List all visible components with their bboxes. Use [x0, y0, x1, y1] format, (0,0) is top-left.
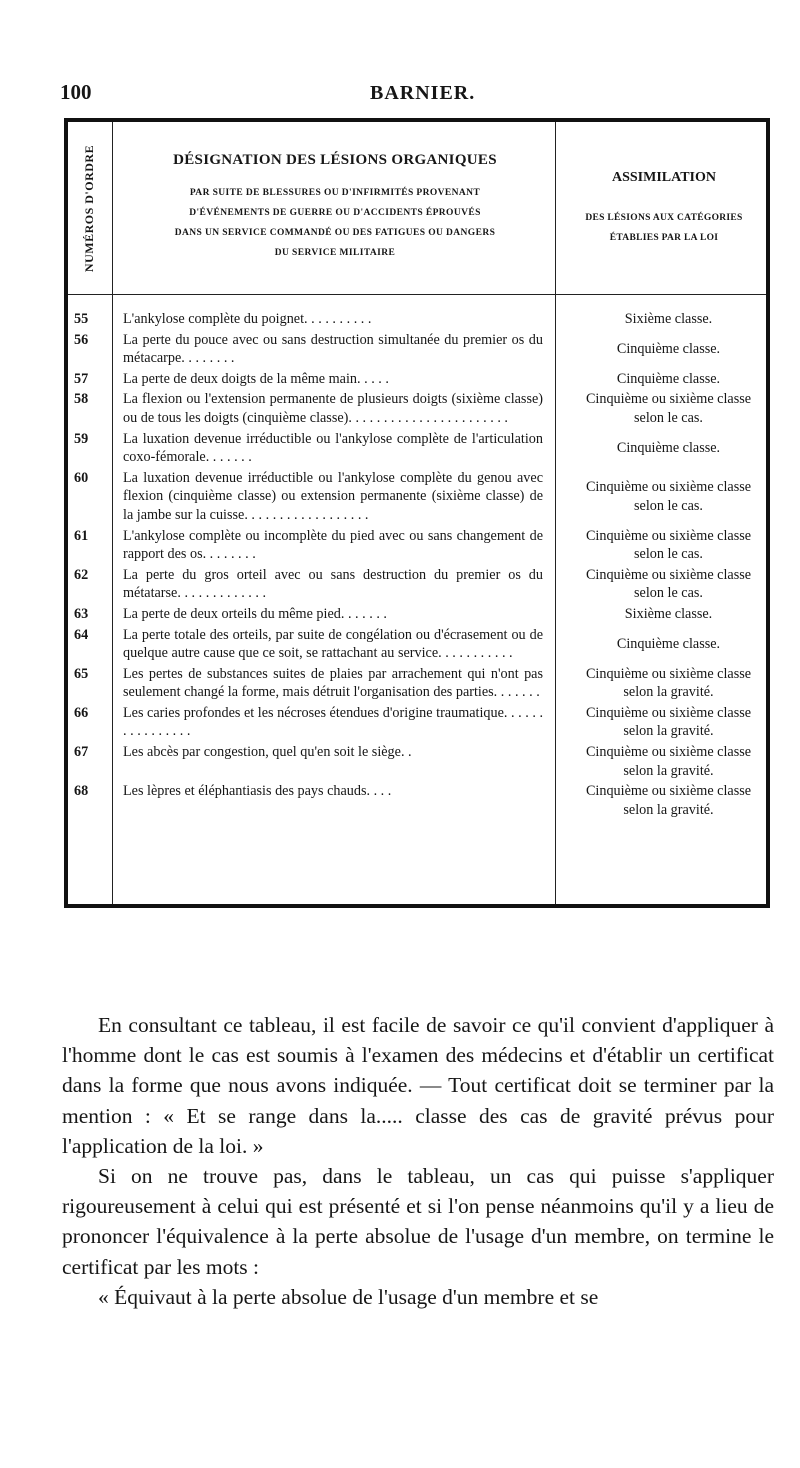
subtitle-line: DANS UN SERVICE COMMANDÉ OU DES FATIGUES OU DANGERS: [174, 228, 496, 238]
lesion-description: Les caries profondes et les nécroses étendues d'origine traumatique. . . . . . . . . . . . . . . .: [123, 704, 543, 740]
assimilation-class: Cinquième ou sixième classe selon le cas.: [585, 527, 752, 563]
lesion-description: La perte de deux doigts de la même main. . . . .: [123, 370, 389, 387]
lesion-description: La perte de deux orteils du même pied. . . . . . .: [123, 605, 387, 622]
row-number: 68: [74, 783, 89, 800]
column-header-designation-subtitle: [115, 183, 555, 263]
column-header-assimilation-subtitle: [558, 208, 770, 248]
row-number: 58: [74, 391, 89, 408]
running-head: BARNIER.: [370, 82, 476, 104]
table-row: [68, 310, 766, 329]
lesion-description: La perte totale des orteils, par suite de congélation ou d'écrasement ou de quelque autre cause que ce soit, se rattachant au service. . . . . . . . . . .: [123, 626, 543, 662]
table-row: [68, 527, 766, 564]
row-number: 66: [74, 704, 89, 721]
paragraph: Si on ne trouve pas, dans le tableau, un cas qui puisse s'appliquer rigoureusement à celui qui est présenté et si l'on pense néanmoins qu'il y a lieu de prononcer l'équivalence à la perte absolue de l'usage d'un membre, on termine le certificat par les mots :: [62, 1164, 774, 1279]
assimilation-class: Cinquième ou sixième classe selon le cas.: [585, 566, 752, 602]
lesion-description: L'ankylose complète ou incomplète du pied avec ou sans changement de rapport des os. . . . . . . .: [123, 527, 543, 563]
lesion-description: La perte du gros orteil avec ou sans destruction du premier os du métatarse. . . . . . . . . . . . .: [123, 566, 543, 602]
table-row: [68, 469, 766, 525]
row-number: 60: [74, 469, 89, 486]
row-number: 56: [74, 331, 89, 348]
page-number: 100: [60, 80, 92, 104]
header-divider: [68, 294, 766, 295]
page-header: [60, 80, 780, 110]
column-header-assimilation-title: ASSIMILATION: [612, 170, 716, 185]
row-number: 55: [74, 311, 89, 327]
row-number: 62: [74, 566, 89, 583]
table-row: [68, 430, 766, 467]
subtitle-line: ÉTABLIES PAR LA LOI: [609, 233, 719, 243]
lesion-description: La perte du pouce avec ou sans destruction simultanée du premier os du métacarpe. . . . . . . .: [123, 331, 543, 367]
paragraph: « Équivaut à la perte absolue de l'usage d'un membre et se: [98, 1284, 599, 1309]
table-row: [68, 390, 766, 427]
lesion-description: Les pertes de substances suites de plaies par arrachement qui n'ont pas seulement changé la forme, mais détruit l'organisation des parties. . . . . . .: [123, 665, 543, 701]
assimilation-class: Cinquième ou sixième classe selon la gravité.: [585, 704, 752, 740]
lesion-description: La flexion ou l'extension permanente de plusieurs doigts (sixième classe) ou de tous les doigts (cinquième classe). . . . . . . . . . . . . . . . . . . . . . .: [123, 391, 543, 426]
assimilation-class: Cinquième ou sixième classe selon la gravité.: [585, 744, 752, 779]
row-number: 64: [74, 626, 89, 643]
assimilation-class: Cinquième ou sixième classe selon la gravité.: [585, 665, 752, 701]
assimilation-class: Cinquième classe.: [616, 370, 721, 387]
column-header-order-numbers: [68, 122, 112, 294]
lesion-description: Les lèpres et éléphantiasis des pays chauds. . . .: [123, 783, 392, 800]
table-row: [68, 370, 766, 389]
table-row: [68, 782, 766, 819]
table-row: [68, 743, 766, 780]
body-text: [62, 1010, 774, 1312]
lesion-description: La luxation devenue irréductible ou l'ankylose complète du genou avec flexion (cinquième classe) ou extension permanente (sixième classe) de la jambe sur la cuisse. . . . . . . . . . . . . . . . . .: [123, 469, 543, 523]
subtitle-line: DU SERVICE MILITAIRE: [274, 248, 396, 258]
column-header-designation: [115, 122, 555, 294]
assimilation-class: Sixième classe.: [624, 605, 713, 622]
table-body: [68, 310, 766, 821]
assimilation-class: Cinquième classe.: [616, 635, 721, 652]
lesion-assimilation-table: [64, 118, 770, 908]
assimilation-class: Cinquième classe.: [616, 439, 721, 456]
row-number: 65: [74, 665, 89, 682]
table-row: [68, 704, 766, 741]
row-number: 57: [74, 370, 89, 387]
column-header-assimilation: [558, 122, 770, 294]
assimilation-class: Cinquième ou sixième classe selon le cas.: [585, 479, 752, 514]
row-number: 61: [74, 527, 89, 544]
table-row: [68, 605, 766, 624]
assimilation-class: Sixième classe.: [624, 311, 713, 327]
assimilation-class: Cinquième classe.: [616, 340, 721, 357]
table-row: [68, 331, 766, 368]
paragraph: En consultant ce tableau, il est facile de savoir ce qu'il convient d'appliquer à l'homme dont le cas est soumis à l'examen des médecins et d'établir un certificat dans la forme que nous avons indiquée. — Tout certificat doit se terminer par la mention : « Et se range dans la..... classe des cas de gravité prévus pour l'application de la loi. »: [62, 1013, 774, 1158]
row-number: 59: [74, 430, 89, 447]
subtitle-line: DES LÉSIONS AUX CATÉGORIES: [585, 213, 743, 223]
lesion-description: L'ankylose complète du poignet. . . . . . . . . .: [123, 311, 372, 327]
lesion-description: Les abcès par congestion, quel qu'en soit le siège. .: [123, 744, 412, 761]
table-row: [68, 566, 766, 603]
table-row: [68, 626, 766, 663]
column-header-order-numbers-label: NUMÉROS D'ORDRE: [82, 144, 97, 272]
assimilation-class: Cinquième ou sixième classe selon le cas.: [585, 391, 752, 426]
subtitle-line: D'ÉVÉNEMENTS DE GUERRE OU D'ACCIDENTS ÉPROUVÉS: [189, 208, 481, 218]
row-number: 67: [74, 744, 89, 761]
table-row: [68, 665, 766, 702]
lesion-description: La luxation devenue irréductible ou l'ankylose complète de l'articulation coxo-fémorale. . . . . . .: [123, 430, 543, 466]
subtitle-line: PAR SUITE DE BLESSURES OU D'INFIRMITÉS PROVENANT: [189, 188, 481, 198]
column-header-designation-title: DÉSIGNATION DES LÉSIONS ORGANIQUES: [173, 152, 497, 168]
row-number: 63: [74, 605, 89, 622]
assimilation-class: Cinquième ou sixième classe selon la gravité.: [585, 783, 752, 818]
